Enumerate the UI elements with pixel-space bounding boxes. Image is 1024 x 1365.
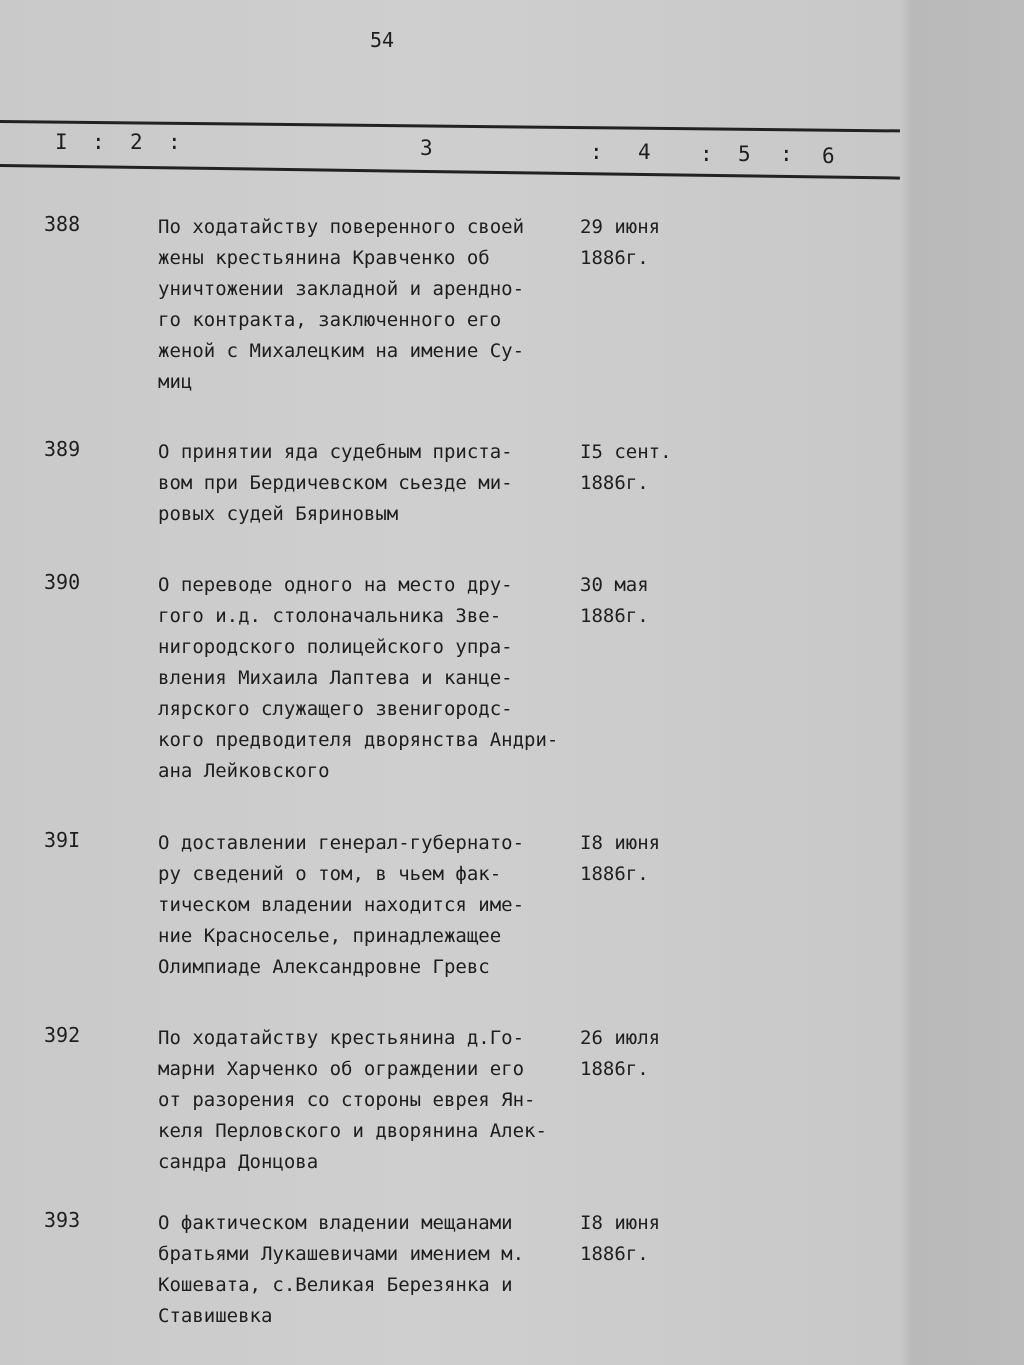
description-line: Кошевата, с.Великая Березянка и xyxy=(158,1274,513,1296)
date-line: I8 июня xyxy=(580,832,661,854)
column-header-4: 4 xyxy=(638,140,651,164)
description-line: келя Перловского и дворянина Алек- xyxy=(158,1120,547,1142)
entry-number: 388 xyxy=(44,212,81,236)
description-line: сандра Донцова xyxy=(158,1151,319,1173)
entry-description xyxy=(158,828,588,983)
date-line: 1886г. xyxy=(580,1243,649,1265)
description-line: от разорения со стороны еврея Ян- xyxy=(158,1089,536,1111)
description-line: вом при Бердичевском сьезде ми- xyxy=(158,472,513,494)
date-line: 1886г. xyxy=(580,247,649,269)
description-line: О принятии яда судебным приста- xyxy=(158,441,513,463)
entry-date xyxy=(580,828,660,890)
entry-date xyxy=(580,570,649,632)
description-line: тическом владении находится име- xyxy=(158,894,525,916)
description-line: миц xyxy=(158,371,193,393)
entry-date xyxy=(580,437,672,499)
entry-date xyxy=(580,212,660,274)
header-sep: : xyxy=(700,142,713,166)
date-line: 1886г. xyxy=(580,605,649,627)
entry-number: 393 xyxy=(44,1208,81,1232)
description-line: братьями Лукашевичами имением м. xyxy=(158,1243,525,1265)
description-line: Ставишевка xyxy=(158,1305,273,1327)
entry-number: 39I xyxy=(44,828,81,852)
header-bottom-rule xyxy=(0,164,900,180)
description-line: По ходатайству крестьянина д.Го- xyxy=(158,1027,525,1049)
description-line: ровых судей Бяриновым xyxy=(158,503,399,525)
column-header-6: 6 xyxy=(822,144,835,168)
entry-description xyxy=(158,437,588,530)
column-header-1: I xyxy=(55,130,68,154)
description-line: марни Харченко об ограждении его xyxy=(158,1058,525,1080)
header-sep: : xyxy=(780,142,793,166)
description-line: О переводе одного на место дру- xyxy=(158,574,513,596)
date-line: 29 июня xyxy=(580,216,661,238)
column-header-3: 3 xyxy=(420,136,433,160)
description-line: Олимпиаде Александровне Гревс xyxy=(158,956,490,978)
description-line: жены крестьянина Кравченко об xyxy=(158,247,490,269)
description-line: ру сведений о том, в чьем фак- xyxy=(158,863,502,885)
entry-number: 389 xyxy=(44,437,81,461)
description-line: нигородского полицейского упра- xyxy=(158,636,513,658)
column-header-5: 5 xyxy=(738,142,751,166)
description-line: женой с Михалецким на имение Су- xyxy=(158,340,525,362)
date-line: I8 июня xyxy=(580,1212,661,1234)
entry-number: 392 xyxy=(44,1023,81,1047)
entry-date xyxy=(580,1208,660,1270)
header-sep: : xyxy=(590,140,603,164)
entry-description xyxy=(158,212,588,398)
description-line: го контракта, заключенного его xyxy=(158,309,502,331)
description-line: О фактическом владении мещанами xyxy=(158,1212,513,1234)
description-line: О доставлении генерал-губернато- xyxy=(158,832,525,854)
description-line: вления Михаила Лаптева и канце- xyxy=(158,667,513,689)
entry-number: 390 xyxy=(44,570,81,594)
header-sep: : xyxy=(92,130,105,154)
date-line: 30 мая xyxy=(580,574,649,596)
description-line: ние Красноселье, принадлежащее xyxy=(158,925,502,947)
date-line: 26 июля xyxy=(580,1027,661,1049)
entry-description xyxy=(158,1023,588,1178)
description-line: гого и.д. столоначальника Зве- xyxy=(158,605,502,627)
description-line: По ходатайству поверенного своей xyxy=(158,216,525,238)
description-line: кого предводителя дворянства Андри- xyxy=(158,729,559,751)
header-sep: : xyxy=(168,130,181,154)
date-line: 1886г. xyxy=(580,1058,649,1080)
entry-description xyxy=(158,1208,588,1332)
date-line: 1886г. xyxy=(580,472,649,494)
description-line: уничтожении закладной и арендно- xyxy=(158,278,525,300)
description-line: лярского служащего звенигородс- xyxy=(158,698,513,720)
date-line: I5 сент. xyxy=(580,441,672,463)
date-line: 1886г. xyxy=(580,863,649,885)
description-line: ана Лейковского xyxy=(158,760,330,782)
column-header-2: 2 xyxy=(130,130,143,154)
page-number: 54 xyxy=(370,28,395,52)
entry-date xyxy=(580,1023,660,1085)
entry-description xyxy=(158,570,588,787)
